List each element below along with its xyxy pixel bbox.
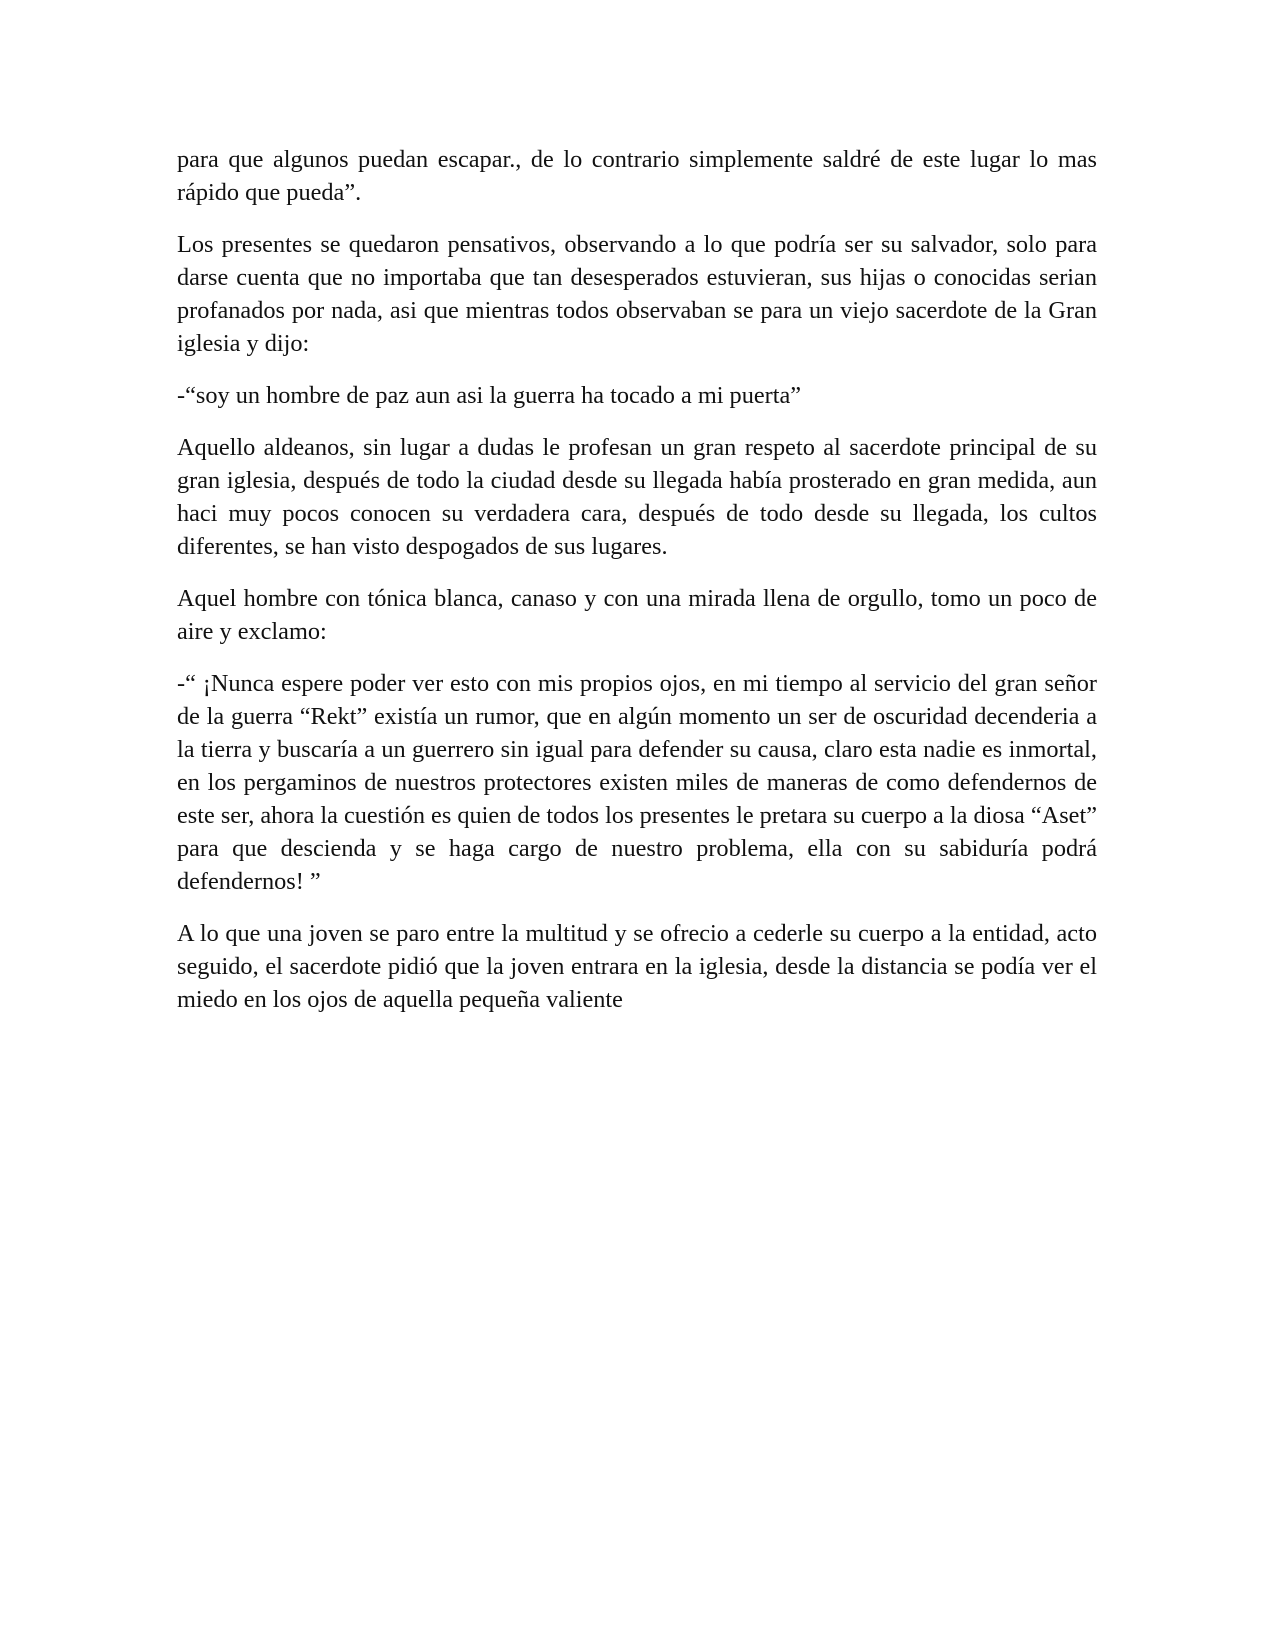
paragraph: Los presentes se quedaron pensativos, observando a lo que podría ser su salvador, solo para darse cuenta que no importaba que tan desesperados estuvieran, sus hijas o conocidas serian profanados por nada, asi que mientras todos observaban se para un viejo sacerdote de la Gran iglesia y dijo: bbox=[177, 231, 1097, 357]
paragraph: -“ ¡Nunca espere poder ver esto con mis propios ojos, en mi tiempo al servicio del gran señor de la guerra “Rekt” existía un rumor, que en algún momento un ser de oscuridad decenderia a la tierra y buscaría a un guerrero sin igual para defender su causa, claro esta nadie es inmortal, en los pergaminos de nuestros protectores existen miles de maneras de como defendernos de este ser, ahora la cuestión es quien de todos los presentes le pretara su cuerpo a la diosa “Aset” para que descienda y se haga cargo de nuestro problema, ella con su sabiduría podrá defendernos! ” bbox=[177, 670, 1097, 895]
paragraph: Aquello aldeanos, sin lugar a dudas le profesan un gran respeto al sacerdote principal de su gran iglesia, después de todo la ciudad desde su llegada había prosterado en gran medida, aun haci muy pocos conocen su verdadera cara, después de todo desde su llegada, los cultos diferentes, se han visto despogados de sus lugares. bbox=[177, 434, 1097, 560]
paragraph: para que algunos puedan escapar., de lo contrario simplemente saldré de este lugar lo mas rápido que pueda”. bbox=[177, 146, 1097, 206]
paragraph: -“soy un hombre de paz aun asi la guerra ha tocado a mi puerta” bbox=[177, 382, 802, 409]
document-body bbox=[177, 143, 1097, 1035]
paragraph: A lo que una joven se paro entre la multitud y se ofrecio a cederle su cuerpo a la entidad, acto seguido, el sacerdote pidió que la joven entrara en la iglesia, desde la distancia se podía ver el miedo en los ojos de aquella pequeña valiente bbox=[177, 920, 1097, 1013]
paragraph: Aquel hombre con tónica blanca, canaso y con una mirada llena de orgullo, tomo un poco de aire y exclamo: bbox=[177, 585, 1097, 645]
